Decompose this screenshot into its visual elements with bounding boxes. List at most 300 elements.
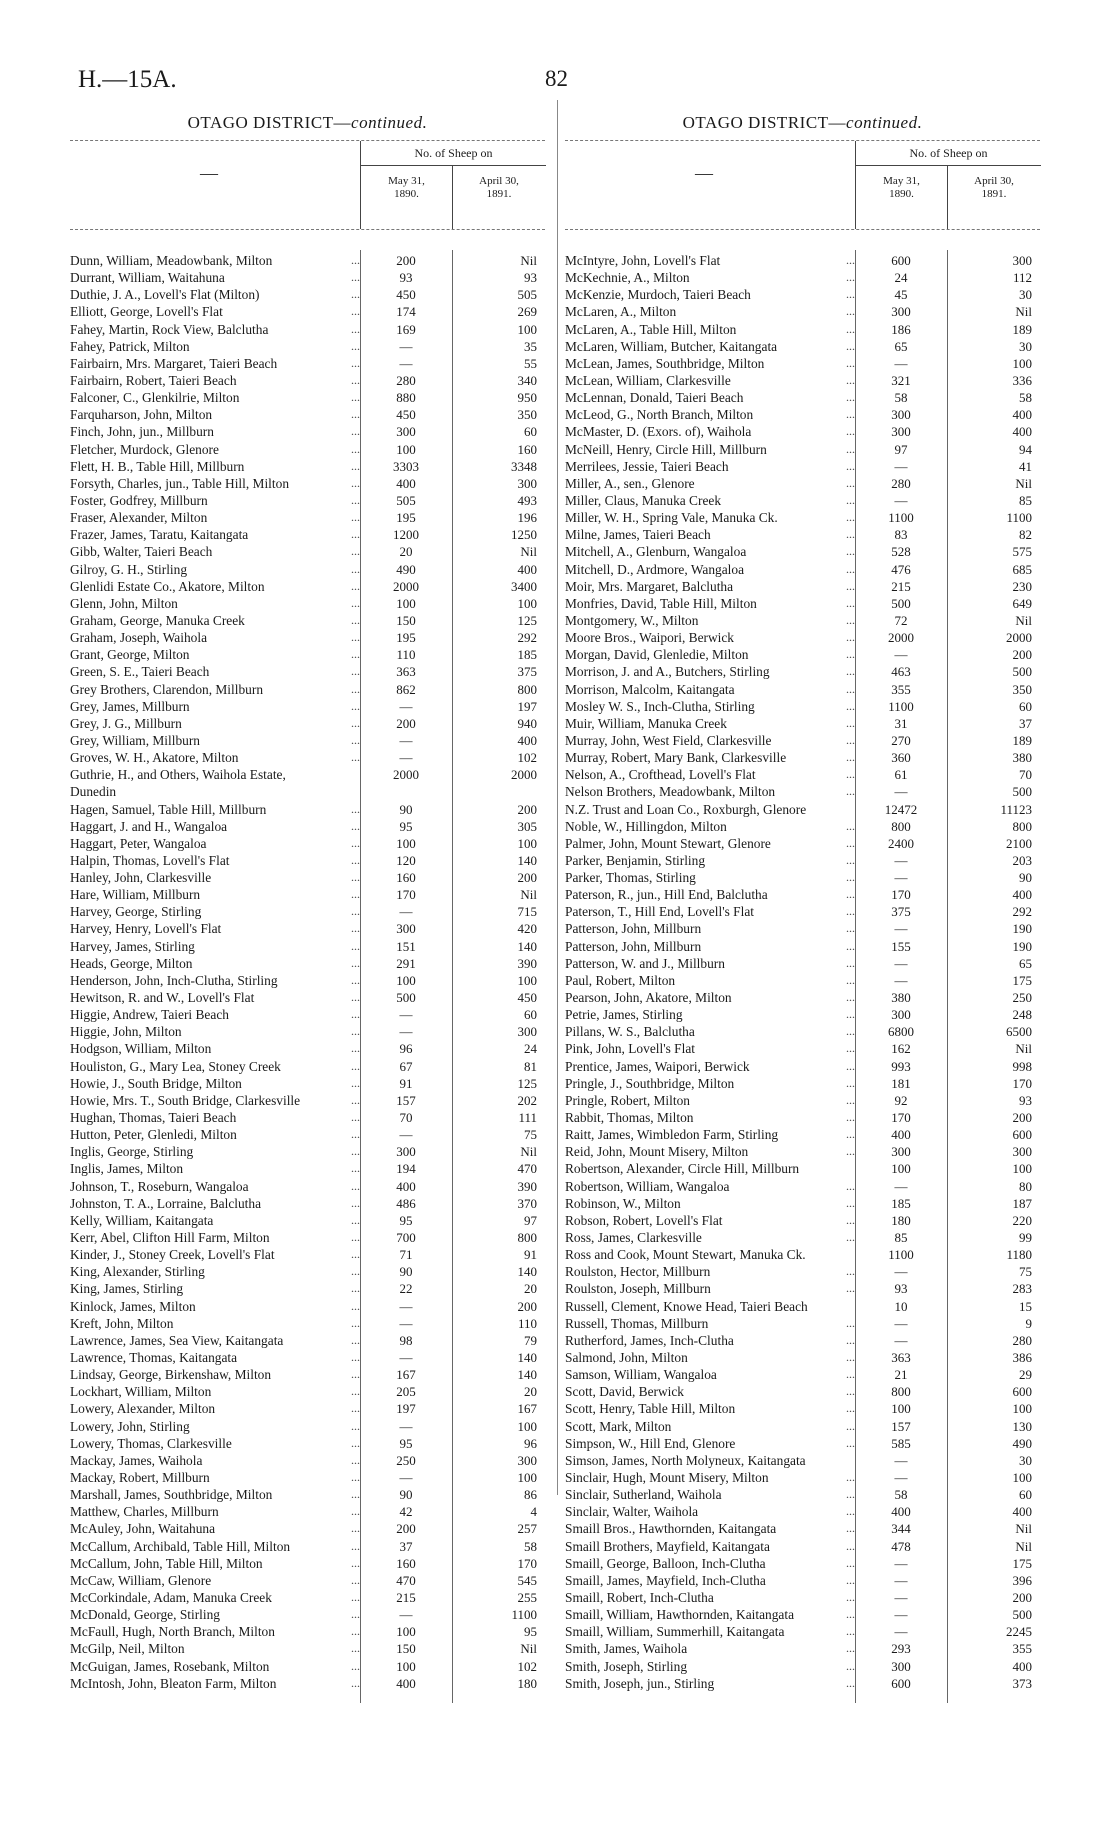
leader-dots: ...: [351, 835, 360, 850]
leader-dots: ...: [846, 1504, 855, 1519]
leader-dots: ...: [351, 1332, 360, 1347]
leader-dots: ...: [846, 681, 855, 696]
table-row: [565, 303, 1040, 320]
column-rule: [947, 250, 948, 1703]
sheep-count-1890: 500: [891, 595, 911, 611]
leader-dots: ...: [351, 732, 360, 747]
owner-name: Simson, James, North Molyneux, Kaitangata: [565, 1452, 806, 1468]
sheep-count-1891: 300: [517, 475, 537, 491]
leader-dots: ...: [846, 1024, 855, 1039]
sheep-count-1891: 85: [1019, 492, 1032, 508]
sheep-count-1890: 2000: [888, 630, 914, 646]
sheep-count-1890: 95: [399, 1435, 413, 1451]
owner-name: Morgan, David, Glenledie, Milton: [565, 647, 749, 663]
column-rule: [855, 250, 856, 1703]
sheep-count-1890: 169: [396, 321, 416, 337]
table-row: [70, 732, 545, 749]
owner-name: McLaren, A., Milton: [565, 304, 677, 320]
sheep-count-1891: 800: [517, 681, 537, 697]
table-row: [565, 783, 1040, 800]
table-row: [565, 749, 1040, 766]
table-row: [70, 972, 545, 989]
sheep-count-1890: —: [894, 852, 908, 868]
table-row: [70, 1538, 545, 1555]
leader-dots: ...: [351, 424, 360, 439]
table-body: [70, 252, 545, 1692]
sheep-count-1890: 400: [891, 1504, 911, 1520]
sheep-count-1891: 96: [524, 1435, 537, 1451]
table-row: [70, 1143, 545, 1160]
owner-name: Moir, Mrs. Margaret, Balclutha: [565, 578, 734, 594]
sheep-count-1890: —: [894, 870, 908, 886]
sheep-count-1890: 120: [396, 852, 416, 868]
owner-name: Kerr, Abel, Clifton Hill Farm, Milton: [70, 1230, 270, 1246]
sheep-count-1890: —: [894, 492, 908, 508]
sheep-count-1891: 2245: [1006, 1624, 1032, 1640]
sheep-count-1890: —: [894, 1572, 908, 1588]
owner-name: Merrilees, Jessie, Taieri Beach: [565, 458, 729, 474]
sheep-count-1891: 380: [1012, 750, 1032, 766]
owner-name: McMaster, D. (Exors. of), Waihola: [565, 424, 752, 440]
owner-name: King, James, Stirling: [70, 1281, 184, 1297]
owner-name: McGuigan, James, Rosebank, Milton: [70, 1658, 270, 1674]
table-row: [565, 561, 1040, 578]
leader-dots: ...: [351, 801, 360, 816]
leader-dots: ...: [846, 715, 855, 730]
owner-name: Glenn, John, Milton: [70, 595, 178, 611]
sheep-count-1891: 75: [524, 1127, 537, 1143]
sheep-count-1890: 400: [396, 1675, 416, 1691]
leader-dots: ...: [351, 372, 360, 387]
table-row: [70, 1109, 545, 1126]
sheep-count-1891: 500: [1012, 784, 1032, 800]
owner-name: McCallum, John, Table Hill, Milton: [70, 1555, 263, 1571]
table-row: [565, 1075, 1040, 1092]
owner-name: Smith, Joseph, jun., Stirling: [565, 1675, 715, 1691]
table-row: [70, 663, 545, 680]
sheep-count-1891: 200: [1012, 1110, 1032, 1126]
sheep-count-1890: —: [894, 647, 908, 663]
table-body: [565, 252, 1040, 1692]
sheep-count-1891: 190: [1012, 921, 1032, 937]
owner-name: Paterson, T., Hill End, Lovell's Flat: [565, 904, 754, 920]
sheep-count-1890: 321: [891, 372, 911, 388]
table-row: [70, 595, 545, 612]
sheep-count-1891: 280: [1012, 1332, 1032, 1348]
owner-name: Mitchell, A., Glenburn, Wangaloa: [565, 544, 747, 560]
sheep-count-1890: 476: [891, 561, 911, 577]
sheep-count-1890: —: [399, 1315, 413, 1331]
table-header: [565, 140, 1040, 230]
table-row: [565, 372, 1040, 389]
leader-dots: ...: [846, 647, 855, 662]
leader-dots: ...: [351, 664, 360, 679]
table-row: [565, 1195, 1040, 1212]
sheep-count-1891: 37: [1019, 715, 1032, 731]
sheep-count-1891: 300: [517, 1024, 537, 1040]
table-row: [70, 1263, 545, 1280]
owner-name: Smaill, William, Hawthornden, Kaitangata: [565, 1607, 795, 1623]
table-row: [565, 818, 1040, 835]
leader-dots: ...: [351, 1230, 360, 1245]
sheep-count-1891: Nil: [1015, 612, 1032, 628]
leader-dots: ...: [351, 561, 360, 576]
leader-dots: ...: [846, 818, 855, 833]
owner-name: Noble, W., Hillingdon, Milton: [565, 818, 727, 834]
leader-dots: ...: [846, 475, 855, 490]
leader-dots: ...: [846, 1401, 855, 1416]
owner-name: Sinclair, Walter, Waihola: [565, 1504, 699, 1520]
sheep-count-1890: 45: [894, 287, 908, 303]
sheep-count-1891: 203: [1012, 852, 1032, 868]
sheep-count-1890: 300: [396, 1144, 416, 1160]
table-row: [565, 1109, 1040, 1126]
sheep-count-1891: 100: [1012, 1161, 1032, 1177]
sheep-count-1890: 58: [894, 1487, 908, 1503]
leader-dots: ...: [846, 253, 855, 267]
owner-name: McAuley, John, Waitahuna: [70, 1521, 216, 1537]
sheep-count-1891: 30: [1019, 338, 1032, 354]
leader-dots: ...: [351, 870, 360, 885]
sheep-count-1890: 2400: [888, 835, 914, 851]
sheep-count-1890: —: [399, 732, 413, 748]
owner-name: Durrant, William, Waitahuna: [70, 270, 225, 286]
leader-dots: ...: [846, 1487, 855, 1502]
sheep-count-1890: 61: [894, 767, 908, 783]
table-row: [70, 749, 545, 766]
table-row: [565, 681, 1040, 698]
owner-name: Smith, James, Waihola: [565, 1641, 688, 1657]
owner-name: McIntyre, John, Lovell's Flat: [565, 253, 721, 268]
owner-name: McLaren, William, Butcher, Kaitangata: [565, 338, 778, 354]
table-header: [70, 140, 545, 230]
owner-name: Sinclair, Sutherland, Waihola: [565, 1487, 722, 1503]
sheep-count-1891: 185: [517, 647, 537, 663]
sheep-count-1891: 250: [1012, 990, 1032, 1006]
sheep-count-1890: 157: [891, 1418, 911, 1434]
owner-name: Ross and Cook, Mount Stewart, Manuka Ck.: [565, 1247, 806, 1263]
sheep-count-1890: 95: [399, 1212, 413, 1228]
sheep-count-1891: 130: [1012, 1418, 1032, 1434]
owner-name: Roulston, Joseph, Millburn: [565, 1281, 711, 1297]
sheep-count-1890: 98: [399, 1332, 413, 1348]
owner-name: Inglis, George, Stirling: [70, 1144, 194, 1160]
table-row: [70, 1435, 545, 1452]
table-row: [565, 972, 1040, 989]
owner-name: Monfries, David, Table Hill, Milton: [565, 595, 757, 611]
leader-dots: ...: [351, 1281, 360, 1296]
table-row: [565, 835, 1040, 852]
table-row: [565, 1589, 1040, 1606]
sheep-count-1890: 90: [399, 1487, 413, 1503]
leader-dots: ...: [351, 1641, 360, 1656]
owner-name: Frazer, James, Taratu, Kaitangata: [70, 527, 249, 543]
sheep-count-1890: 355: [891, 681, 911, 697]
owner-name: Murray, John, West Field, Clarkesville: [565, 732, 772, 748]
owner-name: Howie, J., South Bridge, Milton: [70, 1075, 242, 1091]
sheep-count-1890: —: [399, 698, 413, 714]
table-row: [70, 1520, 545, 1537]
sheep-count-1890: 3303: [393, 458, 419, 474]
table-row: [70, 338, 545, 355]
owner-name: Harvey, James, Stirling: [70, 938, 195, 954]
sheep-count-1891: Nil: [1015, 304, 1032, 320]
owner-name: Pearson, John, Akatore, Milton: [565, 990, 732, 1006]
sheep-count-1890: 160: [396, 1555, 416, 1571]
table-row: [565, 1315, 1040, 1332]
owner-name: Fletcher, Murdock, Glenore: [70, 441, 219, 457]
sheep-count-1891: 649: [1012, 595, 1032, 611]
sheep-count-1890: 90: [399, 801, 413, 817]
owner-name: Milne, James, Taieri Beach: [565, 527, 711, 543]
sheep-count-1890: 205: [396, 1384, 416, 1400]
sheep-count-1891: 257: [517, 1521, 537, 1537]
leader-dots: ...: [846, 1589, 855, 1604]
leader-dots: ...: [351, 1607, 360, 1622]
table-row: [70, 1503, 545, 1520]
sheep-count-1891: 111: [518, 1110, 537, 1126]
table-row: [70, 869, 545, 886]
sheep-count-1891: 100: [517, 1469, 537, 1485]
leader-dots: ...: [351, 1367, 360, 1382]
sheep-count-1890: 85: [894, 1230, 908, 1246]
owner-name: Hughan, Thomas, Taieri Beach: [70, 1110, 237, 1126]
sheep-count-1890: 375: [891, 904, 911, 920]
sheep-count-1890: —: [894, 784, 908, 800]
sheep-count-1891: 373: [1012, 1675, 1032, 1691]
sheep-count-1891: 97: [524, 1212, 537, 1228]
owner-name: McKechnie, A., Milton: [565, 270, 690, 286]
sheep-count-1890: 450: [396, 407, 416, 423]
owner-name: Scott, Henry, Table Hill, Milton: [565, 1401, 736, 1417]
owner-name: Smaill, George, Balloon, Inch-Clutha: [565, 1555, 766, 1571]
sheep-count-1890: —: [894, 1607, 908, 1623]
sheep-count-1890: 470: [396, 1572, 416, 1588]
sheep-count-1890: 215: [891, 578, 911, 594]
sheep-count-1891: 100: [1012, 1401, 1032, 1417]
table-row: [70, 1366, 545, 1383]
owner-name: Samson, William, Wangaloa: [565, 1367, 717, 1383]
owner-name: Dunedin: [70, 784, 117, 800]
sheep-count-1891: 255: [517, 1589, 537, 1605]
leader-dots: ...: [846, 527, 855, 542]
leader-dots: ...: [351, 921, 360, 936]
leader-dots: ...: [846, 595, 855, 610]
leader-dots: ...: [351, 681, 360, 696]
owner-name: Hodgson, William, Milton: [70, 1041, 212, 1057]
sheep-count-1891: 300: [1012, 253, 1032, 268]
sheep-count-1891: 189: [1012, 732, 1032, 748]
sheep-count-1891: 140: [517, 852, 537, 868]
sheep-count-1891: 350: [517, 407, 537, 423]
sheep-count-1890: 400: [396, 1178, 416, 1194]
owner-name: Howie, Mrs. T., South Bridge, Clarkesville: [70, 1092, 301, 1108]
sheep-count-1890: —: [399, 1350, 413, 1365]
table-row: [70, 783, 545, 800]
owner-name: McLean, James, Southbridge, Milton: [565, 355, 765, 371]
table-row: [565, 852, 1040, 869]
leader-dots: ...: [846, 578, 855, 593]
sheep-count-1891: 950: [517, 390, 537, 406]
sheep-count-1890: —: [894, 955, 908, 971]
sheep-count-1890: 93: [894, 1281, 908, 1297]
sheep-count-1890: —: [894, 355, 908, 371]
table-row: [565, 475, 1040, 492]
leader-dots: ...: [351, 1504, 360, 1519]
owner-name: Smaill Bros., Hawthornden, Kaitangata: [565, 1521, 777, 1537]
owner-name: Morrison, Malcolm, Kaitangata: [565, 681, 735, 697]
owner-name: Reid, John, Mount Misery, Milton: [565, 1144, 749, 1160]
leader-dots: ...: [351, 1624, 360, 1639]
leader-dots: ...: [846, 390, 855, 405]
owner-name: Marshall, James, Southbridge, Milton: [70, 1487, 273, 1503]
sheep-count-1891: 41: [1019, 458, 1032, 474]
sheep-count-1890: 170: [891, 1110, 911, 1126]
leader-dots: ...: [351, 972, 360, 987]
sheep-count-1890: 93: [399, 270, 413, 286]
sheep-count-1891: 170: [1012, 1075, 1032, 1091]
sheep-count-1890: —: [894, 1452, 908, 1468]
table-row: [70, 955, 545, 972]
table-row: [565, 1229, 1040, 1246]
sheep-count-1891: 500: [1012, 664, 1032, 680]
sheep-count-1891: 15: [1019, 1298, 1032, 1314]
sheep-count-1890: 58: [894, 390, 908, 406]
owner-name: Smaill, Robert, Inch-Clutha: [565, 1589, 714, 1605]
sheep-count-1891: 4: [530, 1504, 537, 1520]
table-row: [70, 818, 545, 835]
sheep-count-1891: 140: [517, 1264, 537, 1280]
sheep-count-1891: 493: [517, 492, 537, 508]
sheep-count-1891: 102: [517, 1658, 537, 1674]
table-row: [565, 1675, 1040, 1692]
sheep-count-1890: 180: [891, 1212, 911, 1228]
owner-name: Falconer, C., Glenkilrie, Milton: [70, 390, 240, 406]
sheep-count-1890: 71: [399, 1247, 413, 1263]
leader-dots: ...: [351, 1212, 360, 1227]
table-row: [565, 903, 1040, 920]
owner-name: Patterson, John, Millburn: [565, 938, 702, 954]
table-row: [70, 1092, 545, 1109]
leader-dots: ...: [351, 1418, 360, 1433]
sheep-count-1890: 97: [894, 441, 908, 457]
leader-dots: ...: [846, 990, 855, 1005]
sheep-count-1890: 1200: [393, 527, 419, 543]
sheep-count-1890: 505: [396, 492, 416, 508]
leader-dots: ...: [846, 1367, 855, 1382]
sheep-count-1891: Nil: [1015, 1521, 1032, 1537]
table-row: [70, 835, 545, 852]
table-row: [565, 955, 1040, 972]
owner-name: Higgie, John, Milton: [70, 1024, 182, 1040]
owner-name: McLean, William, Clarkesville: [565, 372, 731, 388]
owner-name: Grey, James, Millburn: [70, 698, 190, 714]
sheep-count-1890: 300: [891, 1144, 911, 1160]
leader-dots: ...: [351, 1024, 360, 1039]
sheep-count-1891: 269: [517, 304, 537, 320]
table-row: [70, 1658, 545, 1675]
sheep-count-1891: 100: [517, 595, 537, 611]
sheep-count-1891: 1250: [511, 527, 537, 543]
sheep-count-1891: 93: [524, 270, 537, 286]
column-title: OTAGO DISTRICT—continued.: [187, 113, 428, 132]
owner-name: Patterson, John, Millburn: [565, 921, 702, 937]
owner-name: Johnston, T. A., Lorraine, Balclutha: [70, 1195, 262, 1211]
table-row: [565, 1212, 1040, 1229]
sheep-count-1891: 500: [1012, 1607, 1032, 1623]
leader-dots: ...: [846, 510, 855, 525]
table-row: [70, 1572, 545, 1589]
sheep-count-1890: 344: [891, 1521, 911, 1537]
owner-name: Hewitson, R. and W., Lovell's Flat: [70, 990, 255, 1006]
table-row: [565, 1503, 1040, 1520]
date-header-1890: May 31, 1890.: [855, 165, 947, 229]
sheep-count-1890: 300: [396, 424, 416, 440]
table-row: [70, 886, 545, 903]
sheep-count-1890: —: [399, 1298, 413, 1314]
table-row: [565, 1040, 1040, 1057]
leader-dots: ...: [846, 372, 855, 387]
sheep-count-1890: 215: [396, 1589, 416, 1605]
leader-dots: ...: [351, 990, 360, 1005]
sheep-count-1890: —: [399, 904, 413, 920]
table-row: [70, 389, 545, 406]
owner-name: Foster, Godfrey, Millburn: [70, 492, 208, 508]
owner-name: McGilp, Neil, Milton: [70, 1641, 185, 1657]
owner-name: Murray, Robert, Mary Bank, Clarkesville: [565, 750, 787, 766]
owner-name: Paterson, R., jun., Hill End, Balclutha: [565, 887, 768, 903]
owner-name: Smaill, James, Mayfield, Inch-Clutha: [565, 1572, 766, 1588]
owner-name: Fairbairn, Mrs. Margaret, Taieri Beach: [70, 355, 278, 371]
leader-dots: ...: [351, 1092, 360, 1107]
table-row: [565, 1058, 1040, 1075]
leader-dots: ...: [846, 955, 855, 970]
sheep-count-1890: 528: [891, 544, 911, 560]
date-header-1891: April 30, 1891.: [947, 165, 1040, 229]
table-row: [70, 1195, 545, 1212]
sheep-count-1891: 202: [517, 1092, 537, 1108]
leader-dots: ...: [351, 630, 360, 645]
sheep-count-1891: 390: [517, 955, 537, 971]
table-row: [70, 303, 545, 320]
leader-dots: ...: [351, 1315, 360, 1330]
sheep-count-1890: 880: [396, 390, 416, 406]
leader-dots: ...: [846, 1350, 855, 1364]
owner-name: Mosley W. S., Inch-Clutha, Stirling: [565, 698, 755, 714]
sheep-count-1891: 100: [1012, 1469, 1032, 1485]
leader-dots: ...: [351, 1487, 360, 1502]
owner-name: Palmer, John, Mount Stewart, Glenore: [565, 835, 771, 851]
owner-name: Kelly, William, Kaitangata: [70, 1212, 214, 1228]
sheep-count-1890: —: [399, 1469, 413, 1485]
leader-dots: ...: [351, 1658, 360, 1673]
sheep-count-1890: 600: [891, 1675, 911, 1691]
sheep-count-1891: 91: [524, 1247, 537, 1263]
sheep-count-1891: 1100: [511, 1607, 537, 1623]
owner-name: Graham, George, Manuka Creek: [70, 612, 245, 628]
leader-dots: ...: [846, 1607, 855, 1622]
sheep-count-1891: 167: [517, 1401, 537, 1417]
sheep-count-1890: —: [894, 1589, 908, 1605]
leader-dots: ...: [846, 287, 855, 302]
owner-name: Matthew, Charles, Millburn: [70, 1504, 219, 1520]
sheep-count-1890: 380: [891, 990, 911, 1006]
owner-name: Patterson, W. and J., Millburn: [565, 955, 725, 971]
owner-name: Farquharson, John, Milton: [70, 407, 213, 423]
sheep-count-1890: 100: [396, 595, 416, 611]
table-row: [70, 1058, 545, 1075]
leader-dots: ...: [846, 1092, 855, 1107]
